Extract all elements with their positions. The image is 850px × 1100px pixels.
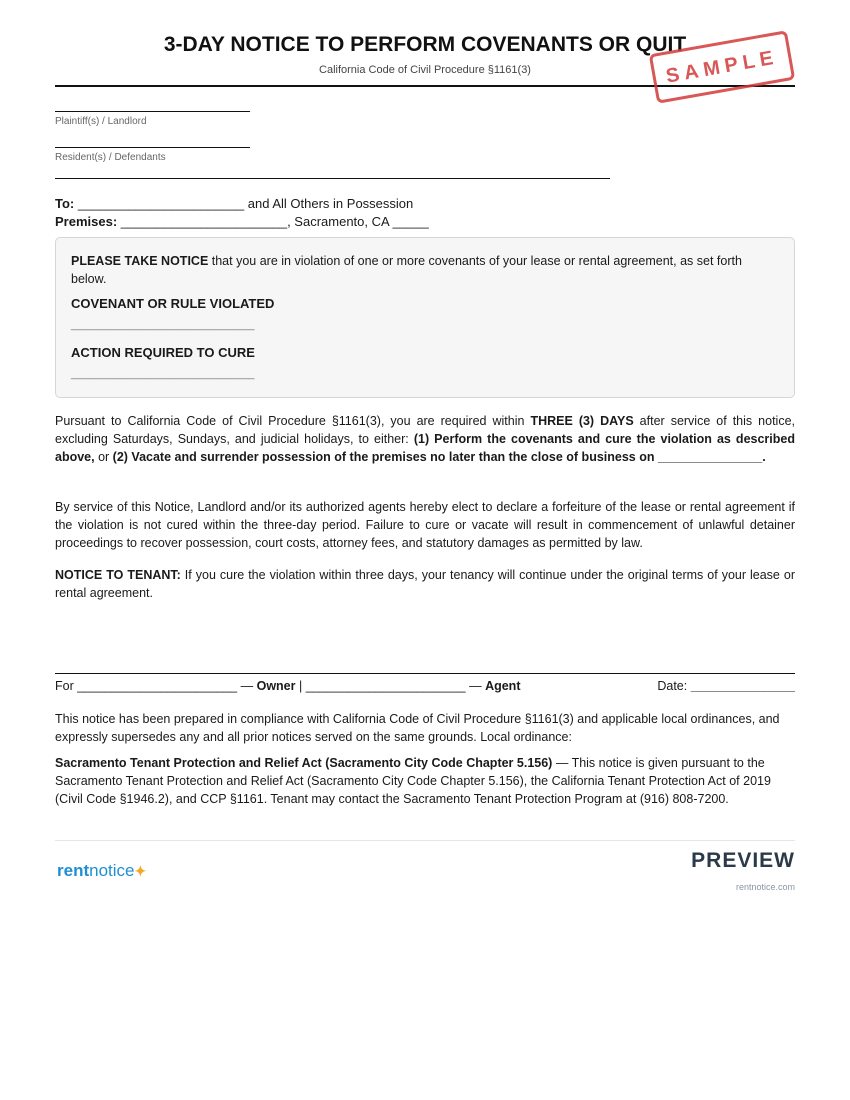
plaintiff-label: Plaintiff(s) / Landlord (55, 116, 147, 127)
tenant-notice-bold: NOTICE TO TENANT: (55, 568, 181, 582)
page-subtitle: California Code of Civil Procedure §1161(3) (319, 64, 531, 76)
covenant-heading: COVENANT OR RULE VIOLATED (71, 296, 275, 311)
action-blank: ______________________________ (71, 368, 255, 380)
agent-label: Agent (485, 679, 521, 693)
cure-text-c: after service of this notice, excluding Saturdays, Sundays, and judicial holidays, to either: (55, 414, 795, 446)
owner-label: Owner (256, 679, 296, 693)
pipe-separator: | (295, 679, 306, 693)
site-link[interactable]: rentnotice.com (735, 882, 795, 892)
signature-divider (55, 673, 795, 674)
sample-stamp: SAMPLE (649, 30, 796, 104)
agent-blank: _______________________ (305, 679, 466, 693)
ordinance-bold: Sacramento Tenant Protection and Relief Act (Sacramento City Code Chapter 5.156) (55, 756, 553, 770)
page-title: 3-DAY NOTICE TO PERFORM COVENANTS OR QUIT (163, 33, 687, 56)
cure-option-1: (1) Perform the covenants and cure the violation as described above, (55, 432, 795, 464)
cure-text-a: Pursuant to California Code of Civil Procedure §1161(3), you are required within (55, 414, 531, 428)
premises-value: _______________________, Sacramento, CA _____ (120, 214, 429, 229)
to-line (55, 196, 413, 211)
tenant-notice-text: If you cure the violation within three days, your tenancy will continue under the original terms of your lease or rental agreement. (55, 568, 795, 600)
ordinance-text: — This notice is given pursuant to the Sacramento Tenant Protection and Relief Act (Sacramento City Code Chapter 5.156), the California Tenant Protection Act of 2019 (Civil Code §1946.2), and CCP §1161. Tenant may contact the Sacramento Tenant Protection Program at (916) 808-7200. (55, 756, 771, 806)
cure-text-or: or (94, 450, 113, 464)
owner-blank: _______________________ (77, 679, 238, 693)
resident-label: Resident(s) / Defendants (55, 152, 166, 163)
sparkle-icon: ✦ (134, 863, 147, 879)
date-label: Date: (657, 679, 688, 693)
to-value: _______________________ and All Others in Possession (77, 196, 414, 211)
rentnotice-logo[interactable] (57, 861, 146, 881)
forfeiture-paragraph: By service of this Notice, Landlord and/or its authorized agents hereby elect to declare a forfeiture of the lease or rental agreement if the violation is not cured within the three-day period. Failure to cure or vacate will result in commencement of unlawful detainer proceedings to recover possession, court costs, attorney fees, and statutory damages as permitted by law. (55, 500, 795, 550)
compliance-paragraph: This notice has been prepared in compliance with California Code of Civil Procedure §1161(3) and applicable local ordinances, and expressly supersedes any and all prior notices served on the same grounds. Local ordinance: (55, 712, 780, 744)
preview-label: PREVIEW (691, 849, 795, 872)
violation-box (55, 237, 795, 398)
dash-separator: — (465, 679, 486, 693)
resident-signature-line (55, 147, 250, 148)
notice-intro-text: that you are in violation of one or more covenants of your lease or rental agreement, as set forth below. (71, 254, 742, 286)
tenant-notice-paragraph (55, 566, 795, 602)
date-blank: _______________ (690, 679, 795, 693)
action-heading: ACTION REQUIRED TO CURE (71, 345, 255, 360)
cure-paragraph (55, 412, 795, 466)
for-label: For (55, 679, 74, 693)
cure-days: THREE (3) DAYS (530, 414, 634, 428)
to-label: To: (55, 196, 75, 211)
logo-rent: rent (57, 861, 90, 880)
footer-divider (55, 840, 795, 841)
parties-divider (55, 178, 610, 179)
premises-label: Premises: (55, 214, 118, 229)
ordinance-paragraph (55, 754, 795, 808)
notice-intro-bold: PLEASE TAKE NOTICE (71, 254, 209, 268)
cure-option-2: (2) Vacate and surrender possession of the premises no later than the close of business on _______________. (112, 450, 766, 464)
notice-intro (71, 252, 779, 288)
plaintiff-signature-line (55, 111, 250, 112)
logo-notice: notice (89, 861, 135, 880)
date-field (657, 679, 795, 693)
premises-line (55, 214, 429, 229)
dash-separator: — (237, 679, 257, 693)
covenant-blank: ______________________________ (71, 319, 255, 331)
signature-row (55, 679, 795, 693)
